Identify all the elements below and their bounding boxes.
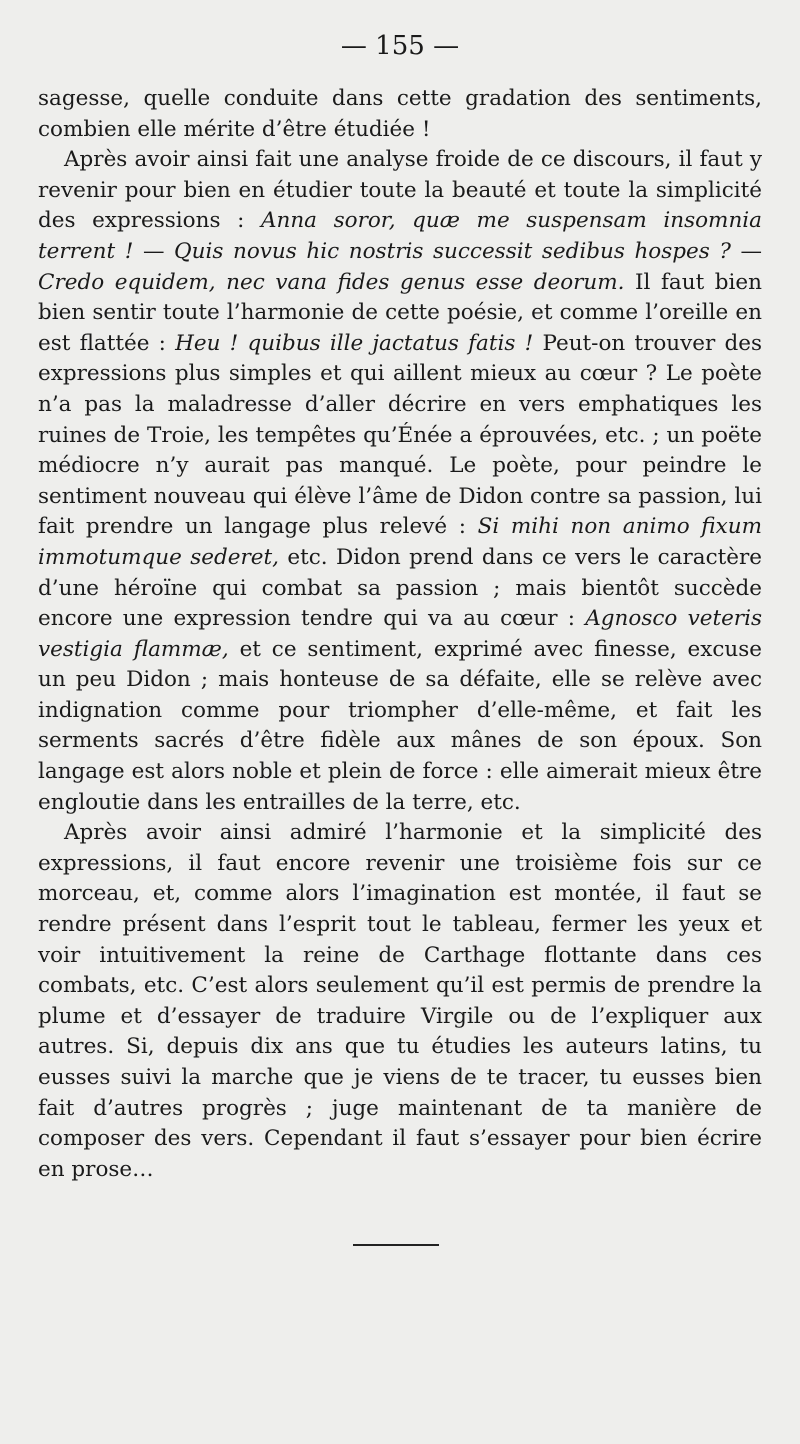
paragraph-2: [38, 145, 762, 818]
latin-quotation: Si mihi non animo fixum immotumque sederet,: [38, 514, 762, 570]
latin-quotation: Heu ! quibus ille jactatus fatis !: [175, 330, 534, 356]
text-run: Il faut bien bien sentir toute l’harmonie de cette poésie, et comme l’oreille en est flattée :: [38, 269, 762, 356]
latin-quotation: Anna soror, quæ me suspensam insomnia terrent !: [38, 208, 762, 264]
text-run: —: [133, 238, 175, 264]
latin-quotation: Credo equidem, nec vana fides genus esse deorum.: [38, 269, 625, 295]
text-run: etc. Didon prend dans ce vers le caractère d’une héroïne qui combat sa passion ; mais bientôt succède encore une expression tendre qui va au cœur :: [38, 544, 762, 632]
paragraph-3: [38, 818, 762, 1185]
text-run: —: [730, 238, 763, 264]
paragraph-1: [38, 84, 762, 145]
text-run: Après avoir ainsi admiré l’harmonie et la simplicité des expressions, il faut encore revenir une troisième fois sur ce morceau, et, comme alors l’imagination est montée, il faut se rendre présent dans l’esprit tout le tableau, fermer les yeux et voir intuitivement la reine de Carthage flottante dans ces combats, etc. C’est alors seulement qu’il est permis de prendre la plume et d’essayer de traduire Virgile ou de l’expliquer aux autres. Si, depuis dix ans que tu étudies les auteurs latins, tu eusses suivi la marche que je viens de te tracer, tu eusses bien fait d’autres progrès ; juge maintenant de ta manière de composer des vers. Cependant il faut s’essayer pour bien écrire en prose…: [38, 820, 762, 1182]
text-run: sagesse, quelle conduite dans cette gradation des sentiments, combien elle mérite d’être étudiée !: [38, 86, 762, 142]
latin-quotation: Quis novus hic nostris successit sedibus hospes ?: [174, 238, 731, 264]
text-run: Peut-on trouver des expressions plus simples et qui aillent mieux au cœur ? Le poète n’a pas la maladresse d’aller décrire en vers emphatiques les ruines de Troie, les tempêtes qu’Énée a éprouvées, etc. ; un poëte médiocre n’y aurait pas manqué. Le poète, pour peindre le sentiment nouveau qui élève l’âme de Didon contre sa passion, lui fait prendre un langage plus relevé :: [38, 330, 763, 540]
body-text: [38, 84, 762, 1185]
text-run: Après avoir ainsi fait une analyse froide de ce discours, il faut y revenir pour bien en étudier toute la beauté et toute la simplicité des expressions :: [38, 147, 762, 234]
section-rule: [353, 1244, 439, 1246]
text-run: et ce sentiment, exprimé avec finesse, excuse un peu Didon ; mais honteuse de sa défaite, elle se relève avec indignation comme pour triompher d’elle-même, et fait les serments sacrés d’être fidèle aux mânes de son époux. Son langage est alors noble et plein de force : elle aimerait mieux être engloutie dans les entrailles de la terre, etc.: [38, 636, 763, 815]
page-number: — 155 —: [340, 31, 460, 61]
latin-quotation: Agnosco veteris vestigia flammæ,: [38, 606, 762, 662]
